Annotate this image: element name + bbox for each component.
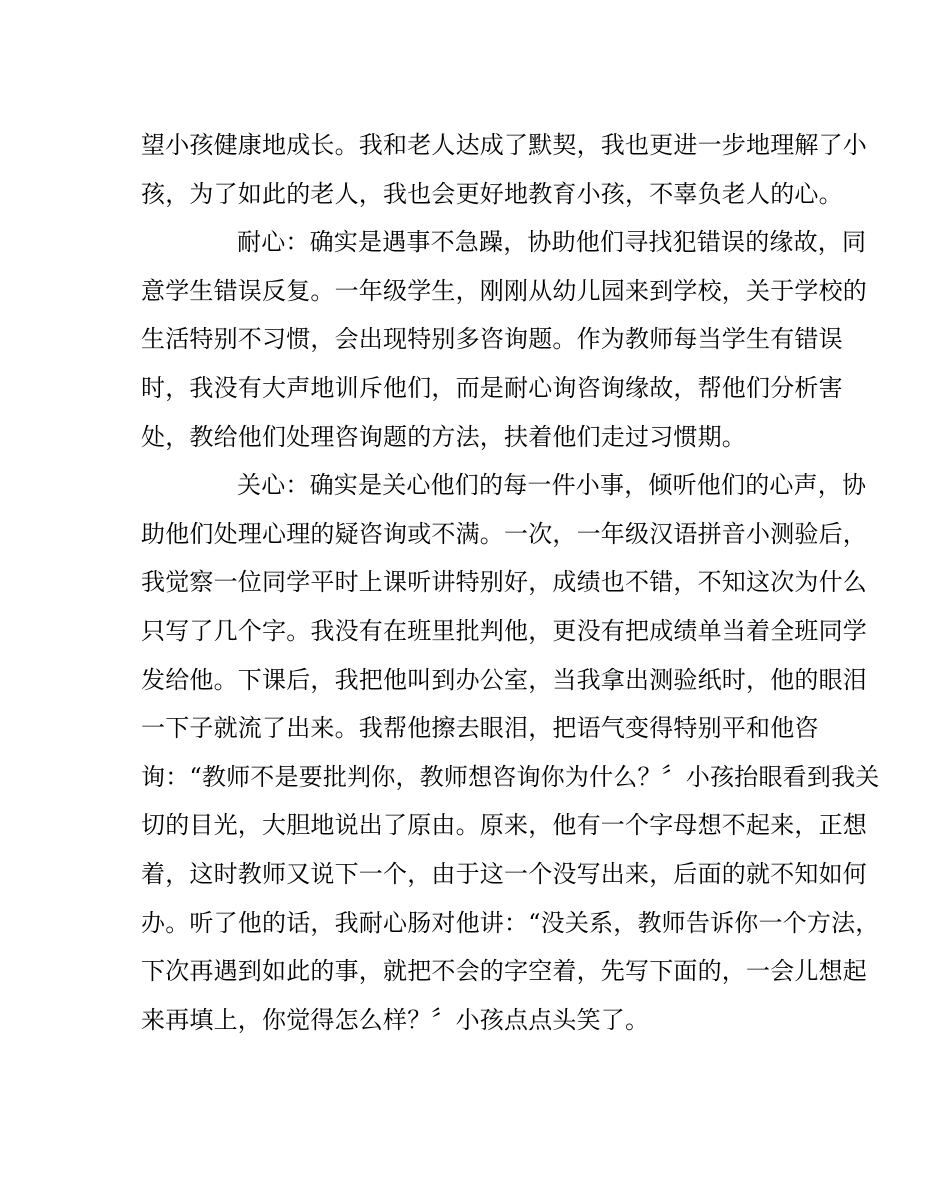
text-line: 着，这时教师又说下一个，由于这一个没写出来，后面的就不知如何 [141,859,867,888]
paragraph-start-line: 关心：确实是关心他们的每一件小事，倾听他们的心声，协 [237,471,867,500]
text-line: 助他们处理心理的疑咨询或不满。一次，一年级汉语拼音小测验后， [141,519,867,548]
text-line: 切的目光，大胆地说出了原由。原来，他有一个字母想不起来，正想 [141,811,867,840]
text-line: 我觉察一位同学平时上课听讲特别好，成绩也不错，不知这次为什么 [141,568,867,597]
text-line: 办。听了他的话，我耐心肠对他讲：“没关系，教师告诉你一个方法， [141,908,880,937]
text-line: 意学生错误反复。一年级学生，刚刚从幼儿园来到学校，关于学校的 [141,276,867,305]
text-line: 询：“教师不是要批判你，教师想咨询你为什么？〞小孩抬眼看到我关 [141,762,880,791]
text-line: 望小孩健康地成长。我和老人达成了默契，我也更进一步地理解了小 [141,131,867,159]
paragraph-start-line: 耐心：确实是遇事不急躁，协助他们寻找犯错误的缘故，同 [237,228,867,257]
text-line: 只写了几个字。我没有在班里批判他，更没有把成绩单当着全班同学 [141,616,867,645]
text-line: 一下子就流了出来。我帮他擦去眼泪，把语气变得特别平和他咨 [141,714,819,743]
text-line: 下次再遇到如此的事，就把不会的字空着，先写下面的，一会儿想起 [141,957,867,986]
text-line: 来再填上，你觉得怎么样？〞小孩点点头笑了。 [141,1005,650,1034]
document-body [141,125,880,1048]
text-line: 时，我没有大声地训斥他们，而是耐心询咨询缘故，帮他们分析害 [141,373,843,402]
text-line: 处，教给他们处理咨询题的方法，扶着他们走过习惯期。 [141,422,746,451]
text-line: 发给他。下课后，我把他叫到办公室，当我拿出测验纸时，他的眼泪 [141,665,867,694]
text-line: 生活特别不习惯，会出现特别多咨询题。作为教师每当学生有错误 [141,325,843,354]
text-line: 孩，为了如此的老人，我也会更好地教育小孩，不辜负老人的心。 [141,179,843,208]
